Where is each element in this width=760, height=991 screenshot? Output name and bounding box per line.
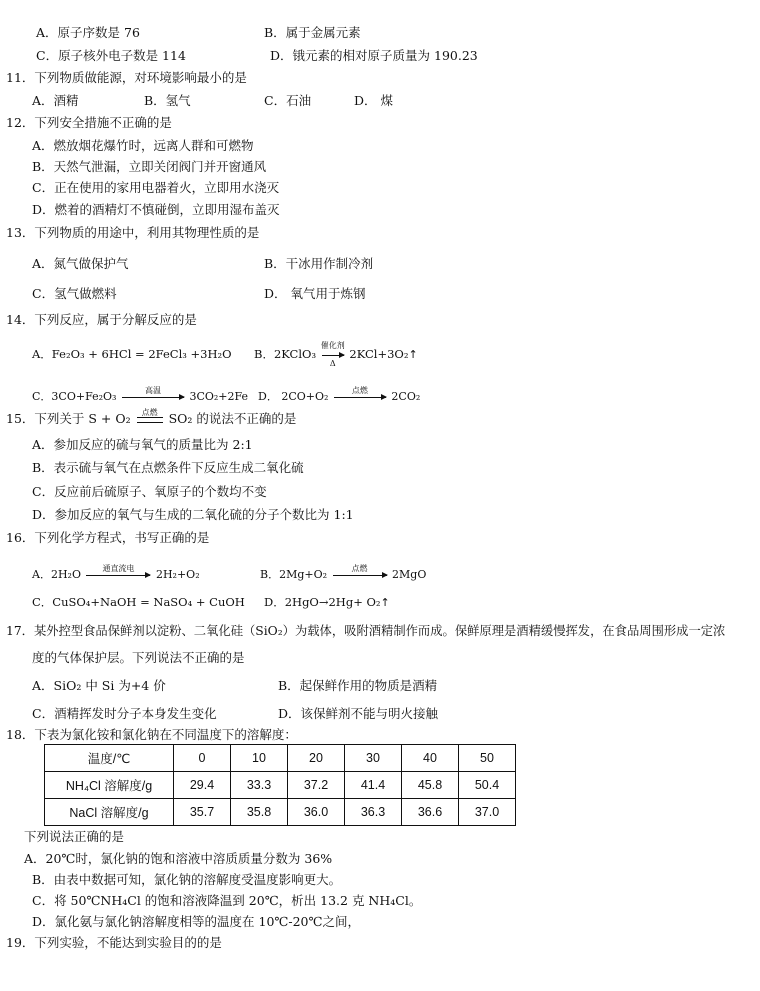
q18-stem: 18．下表为氯化铵和氯化钠在不同温度下的溶解度： — [6, 727, 297, 742]
table-row-label: NH₄Cl 溶解度/g — [45, 772, 174, 799]
q15-option-d: D．参加反应的氧气与生成的二氧化硫的分子个数比为 1:1 — [32, 507, 354, 522]
q11-option-c: C．石油 — [264, 93, 312, 108]
q12-stem: 12．下列安全措施不正确的是 — [6, 115, 172, 130]
q16-option-b-arrow — [333, 563, 387, 576]
table-header-cell: 30 — [345, 745, 402, 772]
q14-option-b-product: 2KCl+3O₂ — [349, 347, 409, 361]
q15-stem — [6, 407, 297, 427]
q15-stem-condition: 点燃 — [141, 407, 158, 417]
arrow-icon — [86, 575, 150, 576]
q13-option-d: D． 氧气用于炼钢 — [264, 286, 366, 301]
q19-stem: 19．下列实验，不能达到实验目的的是 — [6, 935, 222, 950]
q10-option-a: A．原子序数是 76 — [36, 25, 140, 40]
table-cell: 37.2 — [288, 772, 345, 799]
q12-option-b: B．天然气泄漏，立即关闭阀门并开窗通风 — [32, 159, 267, 174]
q16-option-b — [260, 563, 427, 583]
q15-stem-prefix: 15．下列关于 S + O₂ — [6, 411, 131, 426]
table-row — [45, 799, 516, 826]
q14-option-b-arrow — [320, 340, 345, 368]
q18-prompt: 下列说法正确的是 — [24, 829, 125, 844]
q15-stem-equals — [137, 407, 163, 423]
q16-option-c: C．CuSO₄+NaOH = NaSO₄ + CuOH — [32, 595, 245, 609]
q17-option-c: C．酒精挥发时分子本身发生变化 — [32, 706, 217, 721]
q14-option-c — [32, 385, 249, 405]
q11-option-d: D． 煤 — [354, 93, 393, 108]
q18-option-d: D．氯化氨与氯化钠溶解度相等的温度在 10℃-20℃之间， — [32, 914, 360, 929]
table-cell: 50.4 — [459, 772, 516, 799]
table-header-cell: 0 — [174, 745, 231, 772]
q16-option-b-reactant: B．2Mg+O₂ — [260, 568, 328, 581]
q13-option-a: A．氮气做保护气 — [32, 256, 129, 271]
solubility-table — [44, 744, 516, 826]
q18-option-a: A．20℃时，氯化钠的饱和溶液中溶质质量分数为 36% — [24, 851, 333, 866]
q14-option-d-reactant: D． 2CO+O₂ — [258, 390, 329, 403]
q16-option-a-condition: 通直流电 — [102, 563, 135, 573]
q11-stem: 11．下列物质做能源，对环境影响最小的是 — [6, 70, 247, 85]
q14-option-b-catalyst-label: 催化剂 — [320, 340, 345, 350]
table-header-cell: 50 — [459, 745, 516, 772]
table-row — [45, 772, 516, 799]
q14-option-c-reactant: C．3CO+Fe₂O₃ — [32, 390, 117, 403]
q15-option-b: B．表示硫与氧气在点燃条件下反应生成二氧化硫 — [32, 460, 304, 475]
q16-option-d-text: D．2HgO→2Hg+ O₂ — [264, 595, 381, 609]
arrow-icon — [334, 397, 386, 398]
q13-option-b: B．干冰用作制冷剂 — [264, 256, 374, 271]
q16-option-b-product: 2MgO — [392, 568, 427, 581]
q11-option-a: A．酒精 — [32, 93, 79, 108]
table-cell: 35.7 — [174, 799, 231, 826]
q10-option-d: D．锇元素的相对原子质量为 190.23 — [270, 48, 478, 63]
q14-option-d-product: 2CO₂ — [391, 390, 421, 403]
q16-option-a-arrow — [86, 563, 150, 576]
q16-option-a — [32, 563, 200, 583]
q14-option-d-condition: 点燃 — [351, 385, 368, 395]
q14-option-b-reactant: B．2KClO₃ — [254, 347, 317, 361]
table-header-cell: 10 — [231, 745, 288, 772]
q16-option-b-condition: 点燃 — [351, 563, 368, 573]
q14-option-c-condition: 高温 — [144, 385, 161, 395]
q12-option-d: D．燃着的酒精灯不慎碰倒，立即用湿布盖灭 — [32, 202, 280, 217]
q13-option-c: C．氢气做燃料 — [32, 286, 117, 301]
q16-stem: 16．下列化学方程式，书写正确的是 — [6, 530, 210, 545]
q16-option-a-reactant: A．2H₂O — [32, 568, 81, 581]
q10-option-b: B．属于金属元素 — [264, 25, 361, 40]
table-header-cell: 温度/℃ — [45, 745, 174, 772]
q14-option-d — [258, 385, 421, 405]
q16-option-d — [264, 594, 390, 611]
q14-option-a: A．Fe₂O₃ + 6HCl = 2FeCl₃ +3H₂O — [32, 347, 232, 361]
table-cell: 29.4 — [174, 772, 231, 799]
q15-option-c: C．反应前后硫原子、氧原子的个数均不变 — [32, 484, 267, 499]
table-header-cell: 20 — [288, 745, 345, 772]
q17-option-a: A．SiO₂ 中 Si 为+4 价 — [32, 678, 166, 693]
gas-up-arrow-icon: ↑ — [380, 596, 390, 609]
table-cell: 36.3 — [345, 799, 402, 826]
table-cell: 41.4 — [345, 772, 402, 799]
arrow-icon — [333, 575, 387, 576]
q12-option-c: C．正在使用的家用电器着火，立即用水浇灭 — [32, 180, 280, 195]
table-cell: 36.0 — [288, 799, 345, 826]
q11-option-b: B．氢气 — [144, 93, 191, 108]
table-cell: 35.8 — [231, 799, 288, 826]
q14-stem: 14．下列反应，属于分解反应的是 — [6, 312, 197, 327]
double-line-icon — [137, 417, 163, 423]
q17-stem-line1: 17．某外控型食品保鲜剂以淀粉、二氧化硅（SiO₂）为载体，吸附酒精制作而成。保鲜原理是酒精缓慢挥发，在食品周围形成一定浓 — [6, 624, 726, 638]
table-cell: 36.6 — [402, 799, 459, 826]
gas-up-arrow-icon: ↑ — [408, 348, 418, 361]
q14-option-d-arrow — [334, 385, 386, 398]
table-header-cell: 40 — [402, 745, 459, 772]
arrow-icon — [322, 355, 344, 356]
q15-option-a: A．参加反应的硫与氧气的质量比为 2:1 — [32, 437, 253, 452]
q14-option-b — [254, 340, 418, 368]
q13-stem: 13．下列物质的用途中，利用其物理性质的是 — [6, 225, 260, 240]
q14-option-c-product: 3CO₂+2Fe — [189, 390, 249, 403]
q14-option-c-arrow — [122, 385, 184, 398]
q12-option-a: A．燃放烟花爆竹时，远离人群和可燃物 — [32, 138, 254, 153]
q17-stem-line2: 度的气体保护层。下列说法不正确的是 — [32, 650, 245, 665]
q16-option-a-product: 2H₂+O₂ — [155, 568, 200, 581]
q14-option-b-heat-label: Δ — [329, 358, 336, 368]
q15-stem-suffix: SO₂ 的说法不正确的是 — [168, 411, 297, 426]
q17-option-d: D．该保鲜剂不能与明火接触 — [278, 706, 439, 721]
table-cell: 33.3 — [231, 772, 288, 799]
arrow-icon — [122, 397, 184, 398]
table-cell: 37.0 — [459, 799, 516, 826]
table-row-label: NaCl 溶解度/g — [45, 799, 174, 826]
q18-option-b: B．由表中数据可知，氯化钠的溶解度受温度影响更大。 — [32, 872, 342, 887]
table-header-row — [45, 745, 516, 772]
q17-option-b: B．起保鲜作用的物质是酒精 — [278, 678, 438, 693]
q10-option-c: C．原子核外电子数是 114 — [36, 48, 186, 63]
q18-option-c: C．将 50℃NH₄Cl 的饱和溶液降温到 20℃，析出 13.2 克 NH₄Cl。 — [32, 893, 422, 908]
table-cell: 45.8 — [402, 772, 459, 799]
